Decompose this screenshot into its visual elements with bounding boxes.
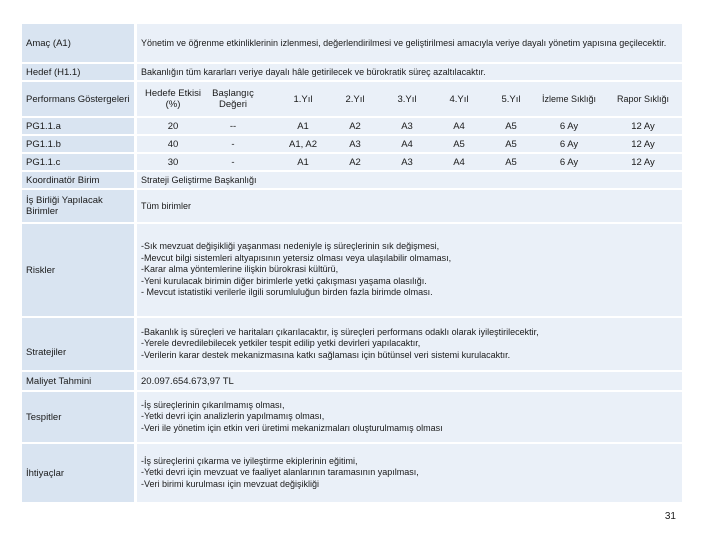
pg-cell: A3 <box>401 120 413 132</box>
strateji-line: -Verilerin karar destek mekanizmasına katkı sağlaması için bütünsel veri sistemi kurulacaktır. <box>141 349 511 360</box>
riskler-text <box>137 224 682 316</box>
pg-cell: A1 <box>297 120 309 132</box>
pg-cell: A1, A2 <box>289 138 317 150</box>
page-number: 31 <box>664 511 676 522</box>
maliyet-row <box>22 372 682 390</box>
pg-row-cells <box>137 118 682 134</box>
pg-cell: A4 <box>453 156 465 168</box>
pg-header-cells <box>137 82 682 116</box>
pg-cell: A4 <box>453 120 465 132</box>
pg-row-cells <box>137 154 682 170</box>
tespit-line: -İş süreçlerinin çıkarılmamış olması, <box>141 399 285 410</box>
pg-cell: A2 <box>349 120 361 132</box>
ihtiyac-line: -Yetki devri için mevzuat ve faaliyet alanlarının taramasının yapılması, <box>141 467 419 478</box>
maliyet-text: 20.097.654.673,97 TL <box>137 372 682 390</box>
pg-col-yil3: 3.Yıl <box>397 93 417 105</box>
amac-text: Yönetim ve öğrenme etkinliklerinin izlenmesi, değerlendirilmesi ve geliştirilmesi amacıyla veriye dayalı yönetim yapısına geçilecektir. <box>137 24 682 62</box>
pg-row-cells <box>137 136 682 152</box>
pg-cell: 6 Ay <box>559 120 579 132</box>
stratejiler-row <box>22 318 682 370</box>
hedef-text: Bakanlığın tüm kararları veriye dayalı hâle getirilecek ve bürokratik süreç azaltılacaktır. <box>137 64 682 80</box>
hedef-row <box>22 64 682 80</box>
pg-cell: 20 <box>167 120 179 132</box>
pg-cell: A5 <box>505 120 517 132</box>
pg-row-label: PG1.1.a <box>22 118 134 134</box>
koordinator-label: Koordinatör Birim <box>22 172 134 188</box>
koordinator-text: Strateji Geliştirme Başkanlığı <box>137 172 682 188</box>
tespit-line: -Yetki devri için analizlerin yapılmamış olması, <box>141 411 325 422</box>
pg-col-rapor: Rapor Sıklığı <box>616 94 670 104</box>
pg-cell: 6 Ay <box>559 156 579 168</box>
pg-cell: 40 <box>167 138 179 150</box>
pg-cell: 30 <box>167 156 179 168</box>
ihtiyac-line: -Veri birimi kurulması için mevzuat değişikliği <box>141 478 320 489</box>
pg-cell: A3 <box>349 138 361 150</box>
tespit-line: -Veri ile yönetim için etkin veri üretimi mekanizmaları oluşturulmamış olması <box>141 422 443 433</box>
ihtiyaclar-label: İhtiyaçlar <box>22 444 134 502</box>
risk-line: -Yeni kurulacak birimin diğer birimlerle yetki çakışması yaşama olasılığı. <box>141 275 427 286</box>
risk-line: -Sık mevzuat değişikliği yaşanması nedeniyle iş süreçlerinin sık değişmesi, <box>141 241 440 252</box>
pg-col-yil1: 1.Yıl <box>293 93 313 105</box>
pg-col-yil2: 2.Yıl <box>345 93 365 105</box>
isbirligi-row <box>22 190 682 222</box>
stratejiler-text <box>137 318 682 370</box>
isbirligi-label: İş Birliği Yapılacak Birimler <box>22 190 134 222</box>
pg-row-label: PG1.1.b <box>22 136 134 152</box>
pg-cell: 6 Ay <box>559 138 579 150</box>
pg-cell: A1 <box>297 156 309 168</box>
pg-cell: 12 Ay <box>631 156 655 168</box>
pg-cell: - <box>231 138 235 150</box>
ihtiyaclar-row <box>22 444 682 502</box>
pg-header-row <box>22 82 682 116</box>
ihtiyac-line: -İş süreçlerini çıkarma ve iyileştirme ekiplerinin eğitimi, <box>141 455 358 466</box>
pg-cell: A3 <box>401 156 413 168</box>
maliyet-label: Maliyet Tahmini <box>22 372 134 390</box>
tespitler-row <box>22 392 682 442</box>
pg-col-yil4: 4.Yıl <box>449 93 469 105</box>
pg-cell: A5 <box>453 138 465 150</box>
amac-label: Amaç (A1) <box>22 24 134 62</box>
pg-col-hedefe-etkisi: Hedefe Etkisi (%) <box>145 88 201 110</box>
pg-row-a <box>22 118 682 134</box>
pg-cell: - <box>231 156 235 168</box>
pg-row-c <box>22 154 682 170</box>
pg-row-label: PG1.1.c <box>22 154 134 170</box>
stratejiler-label: Stratejiler <box>22 318 134 370</box>
pg-header-label: Performans Göstergeleri <box>22 82 134 116</box>
pg-col-izleme: İzleme Sıklığı <box>541 94 597 104</box>
hedef-label: Hedef (H1.1) <box>22 64 134 80</box>
tespitler-text <box>137 392 682 442</box>
pg-row-b <box>22 136 682 152</box>
koordinator-row <box>22 172 682 188</box>
riskler-row <box>22 224 682 316</box>
risk-line: - Mevcut istatistiki verilerle ilgili sorumluluğun birden fazla birimde olması. <box>141 287 433 298</box>
strateji-line: -Yerele devredilebilecek yetkiler tespit edilip yetki devirleri yapılacaktır, <box>141 338 421 349</box>
pg-cell: 12 Ay <box>631 120 655 132</box>
risk-line: -Mevcut bilgi sistemleri altyapısının yetersiz olması veya ulaşılabilir olmaması, <box>141 252 452 263</box>
pg-cell: A5 <box>505 138 517 150</box>
risk-line: -Karar alma yöntemlerine ilişkin bürokrasi kültürü, <box>141 264 339 275</box>
isbirligi-text: Tüm birimler <box>137 190 682 222</box>
pg-cell: 12 Ay <box>631 138 655 150</box>
pg-cell: A2 <box>349 156 361 168</box>
pg-col-yil5: 5.Yıl <box>501 93 521 105</box>
ihtiyaclar-text <box>137 444 682 502</box>
riskler-label: Riskler <box>22 224 134 316</box>
strateji-line: -Bakanlık iş süreçleri ve haritaları çıkarılacaktır, iş süreçleri performans odaklı olarak iyileştirilecektir, <box>141 326 539 337</box>
pg-cell: A5 <box>505 156 517 168</box>
pg-cell: -- <box>229 120 237 132</box>
pg-cell: A4 <box>401 138 413 150</box>
amac-row <box>22 24 682 62</box>
pg-col-baslangic: Başlangıç Değeri <box>212 88 254 110</box>
tespitler-label: Tespitler <box>22 392 134 442</box>
